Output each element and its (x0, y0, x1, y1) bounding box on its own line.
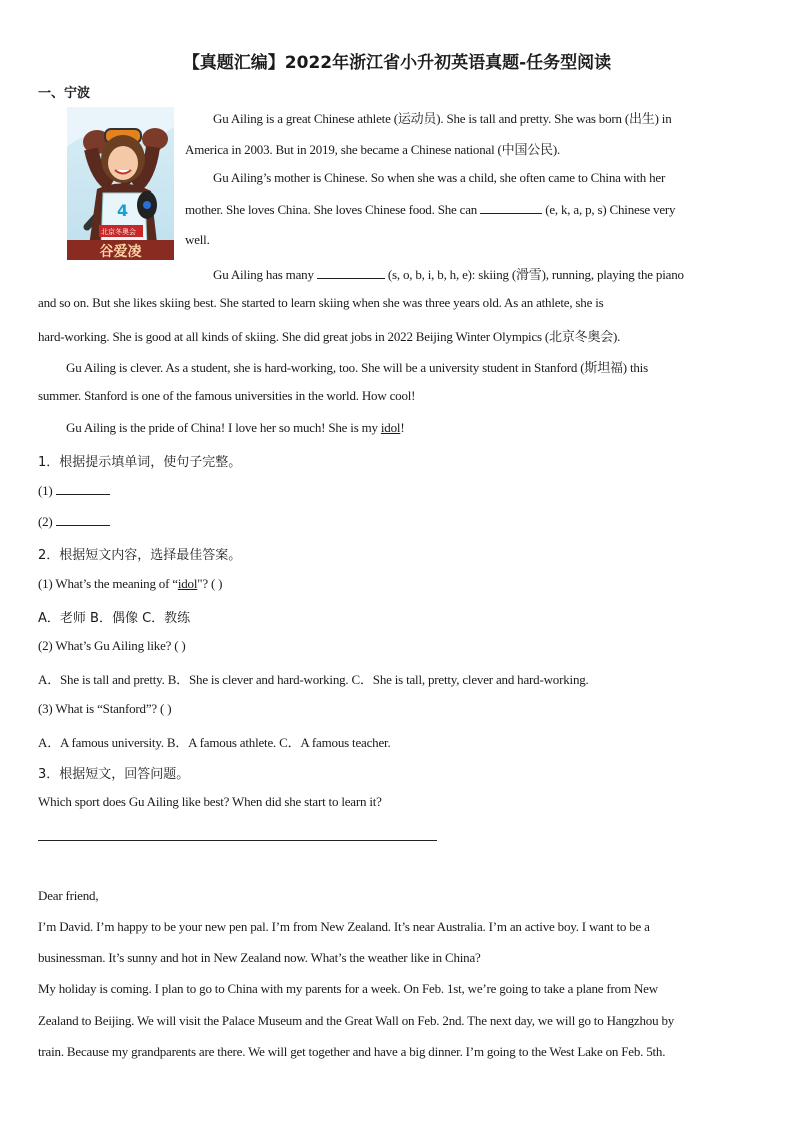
passage-line: summer. Stanford is one of the famous universities in the world. How cool! (38, 388, 416, 403)
letter-greeting: Dear friend, (38, 888, 99, 903)
passage-text: (s, o, b, i, b, h, e): skiing (滑雪), running, playing the piano (384, 267, 684, 282)
passage-line: Gu Ailing’s mother is Chinese. So when she was a child, she often came to China with her (213, 170, 666, 185)
passage-line: hard-working. She is good at all kinds of skiing. She did great jobs in 2022 Beijing Winter Olympics (北京冬奥会). (38, 329, 621, 344)
passage-text: mother. She loves China. She loves Chinese food. She can (185, 202, 481, 217)
passage-line (66, 420, 404, 436)
q2-sub-1 (38, 576, 222, 592)
letter-line: My holiday is coming. I plan to go to China with my parents for a week. On Feb. 1st, we’re going to take a plane from New (38, 981, 658, 996)
passage-line (213, 264, 684, 283)
item-number: (1) (38, 483, 53, 498)
q1-item-2 (38, 513, 110, 530)
letter-line: I’m David. I’m happy to be your new pen pal. I’m from New Zealand. It’s near Australia. I’m an active boy. I want to be a (38, 919, 650, 934)
q2-sub-2: (2) What’s Gu Ailing like? ( ) (38, 638, 186, 653)
underlined-word: idol (177, 576, 198, 591)
answer-line[interactable] (38, 840, 437, 841)
answer-blank-2[interactable] (56, 513, 110, 526)
question-text: "? ( ) (197, 576, 223, 591)
q2-sub-3-options: A．A famous university. B．A famous athlete. C．A famous teacher. (38, 735, 391, 750)
passage-line (185, 201, 675, 218)
question-2-prompt: 2．根据短文内容，选择最佳答案。 (38, 548, 242, 563)
q1-item-1 (38, 482, 110, 499)
letter-line: businessman. It’s sunny and hot in New Zealand now. What’s the weather like in China? (38, 950, 481, 965)
letter-line: train. Because my grandparents are there. We will get together and have a big dinner. I’m going to the West Lake on Feb. 5th. (38, 1044, 666, 1059)
passage-line: well. (185, 232, 210, 247)
passage-text: ! (400, 420, 405, 435)
photo-caption-small: 北京冬奥会 (101, 228, 136, 236)
letter-line: Zealand to Beijing. We will visit the Palace Museum and the Great Wall on Feb. 2nd. The next day, we will go to Hangzhou by (38, 1013, 675, 1028)
bib-number: 4 (117, 201, 129, 220)
page-title: 【真题汇编】2022年浙江省小升初英语真题-任务型阅读 (182, 53, 612, 73)
passage-line: America in 2003. But in 2019, she became a Chinese national (中国公民). (185, 142, 561, 157)
q2-sub-2-options: A．She is tall and pretty. B．She is clever and hard-working. C．She is tall, pretty, clever and hard-working. (38, 672, 589, 687)
question-text: (1) What’s the meaning of “ (38, 576, 178, 591)
fill-blank-1[interactable] (480, 201, 542, 214)
passage-line: and so on. But she likes skiing best. She started to learn skiing when she was three years old. As an athlete, she is (38, 295, 604, 310)
question-3-text: Which sport does Gu Ailing like best? When did she start to learn it? (38, 794, 382, 809)
question-1-prompt: 1．根据提示填单词，使句子完整。 (38, 455, 242, 470)
fill-blank-2[interactable] (317, 266, 385, 279)
passage-text: (e, k, a, p, s) Chinese very (542, 202, 676, 217)
section-heading: 一、宁波 (38, 86, 91, 101)
underlined-word: idol (380, 420, 401, 435)
athlete-photo (67, 107, 174, 260)
passage-line: Gu Ailing is a great Chinese athlete (运动员). She is tall and pretty. She was born (出生) in (213, 111, 672, 126)
answer-blank-1[interactable] (56, 482, 110, 495)
q2-sub-3: (3) What is “Stanford”? ( ) (38, 701, 172, 716)
photo-caption-name: 谷爱凌 (99, 244, 142, 260)
item-number: (2) (38, 514, 53, 529)
passage-line: Gu Ailing is clever. As a student, she is hard-working, too. She will be a university student in Stanford (斯坦福) this (66, 360, 648, 375)
passage-text: Gu Ailing has many (213, 267, 317, 282)
q2-sub-1-options: A．老师 B．偶像 C．教练 (38, 611, 191, 626)
question-3-prompt: 3．根据短文，回答问题。 (38, 767, 190, 782)
passage-text: Gu Ailing is the pride of China! I love her so much! She is my (66, 420, 381, 435)
